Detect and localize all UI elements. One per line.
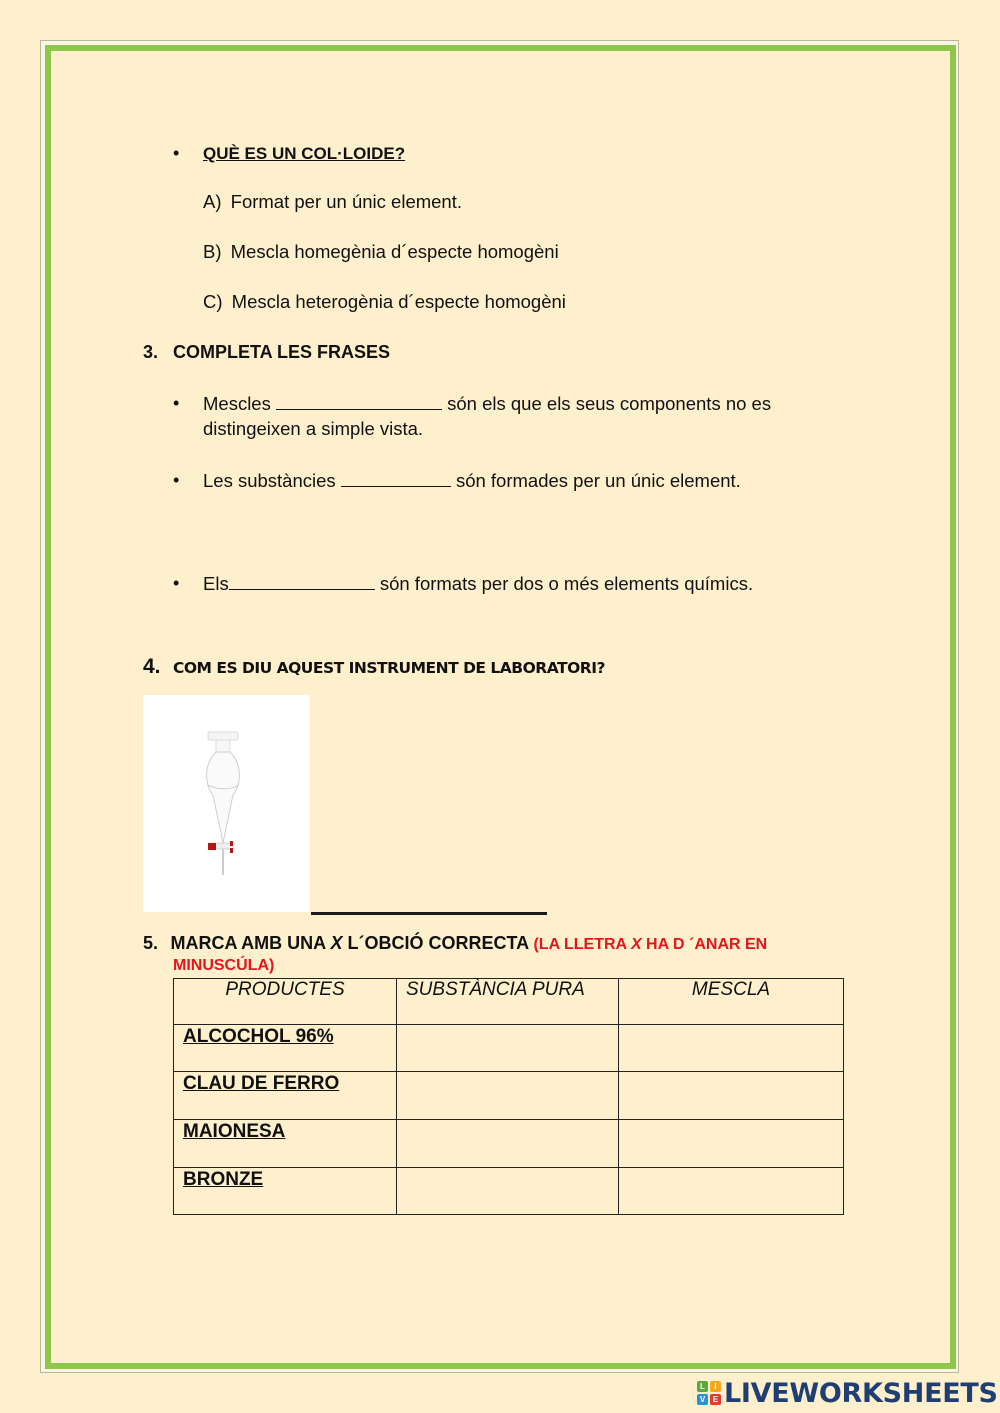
section-5-note: HA D ´ANAR EN [641,936,768,953]
sentence-text: distingeixen a simple vista. [203,418,424,439]
pure-substance-cell[interactable] [397,1168,619,1215]
instrument-answer-input[interactable] [311,912,547,915]
separatory-funnel-icon [143,695,310,912]
bullet: • [173,573,180,593]
table-row [174,1120,844,1168]
option-letter: B) [203,241,222,262]
option-a[interactable] [203,191,462,213]
section-3-number: 3. [143,342,159,362]
classification-table [173,978,844,1215]
logo-text: LIVEWORKSHEETS [724,1377,998,1409]
sentence-text: Les substàncies [203,470,336,491]
mixture-cell[interactable] [619,1072,844,1120]
sentence-text: són formades per un únic element. [455,470,741,491]
colloid-question: QUÈ ES UN COL·LOIDE? [203,144,406,163]
blank-input-1[interactable] [276,395,442,410]
bullet: • [173,393,180,413]
logo-letter: E [710,1394,721,1405]
sentence-text: són formats per dos o més elements químics. [379,573,754,594]
section-5-note-line2: MINUSCÚLA) [173,957,275,974]
option-text: Mescla heterogènia d´especte homogèni [231,291,566,312]
section-5-heading [143,933,767,954]
section-5-title-x: X [330,933,343,953]
option-letter: A) [203,191,222,212]
section-5-note: (LA LLETRA [533,936,631,953]
sentence-2 [203,468,741,493]
mixture-cell[interactable] [619,1168,844,1215]
liveworksheets-logo[interactable] [697,1378,998,1408]
blank-input-3[interactable] [229,575,375,590]
sentence-text: són els que els seus components no es [447,393,772,414]
pure-substance-cell[interactable] [397,1072,619,1120]
sentence-3 [203,571,753,596]
header-products: PRODUCTES [174,979,397,1025]
section-5-title: L´OBCIÓ CORRECTA [342,933,534,953]
logo-letter: V [697,1394,708,1405]
pure-substance-cell[interactable] [397,1025,619,1072]
section-5-number: 5. [143,933,159,953]
section-5-note-x: X [630,936,642,953]
table-row [174,1072,844,1120]
sentence-text: Mescles [203,393,271,414]
mixture-cell[interactable] [619,1025,844,1072]
separatory-funnel-image [143,695,310,912]
product-cell: BRONZE [174,1168,397,1215]
blank-input-2[interactable] [341,472,451,487]
product-cell: MAIONESA [174,1120,397,1168]
table-row [174,1025,844,1072]
product-cell: CLAU DE FERRO [174,1072,397,1120]
sentence-1 [203,391,771,441]
option-c[interactable] [203,291,566,313]
option-text: Mescla homegènia d´especte homogèni [230,241,559,262]
section-4-title: COM ES DIU AQUEST INSTRUMENT DE LABORATORI? [173,659,605,677]
header-mixture: MESCLA [619,979,844,1025]
bullet: • [173,143,180,163]
option-letter: C) [203,291,223,312]
section-4-number: 4. [143,655,161,678]
logo-letter: I [710,1381,721,1392]
logo-icon [697,1381,721,1405]
pure-substance-cell[interactable] [397,1120,619,1168]
section-5-title: MARCA AMB UNA [170,933,331,953]
option-text: Format per un únic element. [230,191,462,212]
product-cell: ALCOCHOL 96% [174,1025,397,1072]
table-row [174,1168,844,1215]
mixture-cell[interactable] [619,1120,844,1168]
option-b[interactable] [203,241,559,263]
section-3-title: COMPLETA LES FRASES [173,342,391,362]
table-header-row [174,979,844,1025]
sentence-text: Els [203,573,229,594]
logo-letter: L [697,1381,708,1392]
bullet: • [173,470,180,490]
header-pure-substance: SUBSTÀNCIA PURA [397,979,619,1025]
